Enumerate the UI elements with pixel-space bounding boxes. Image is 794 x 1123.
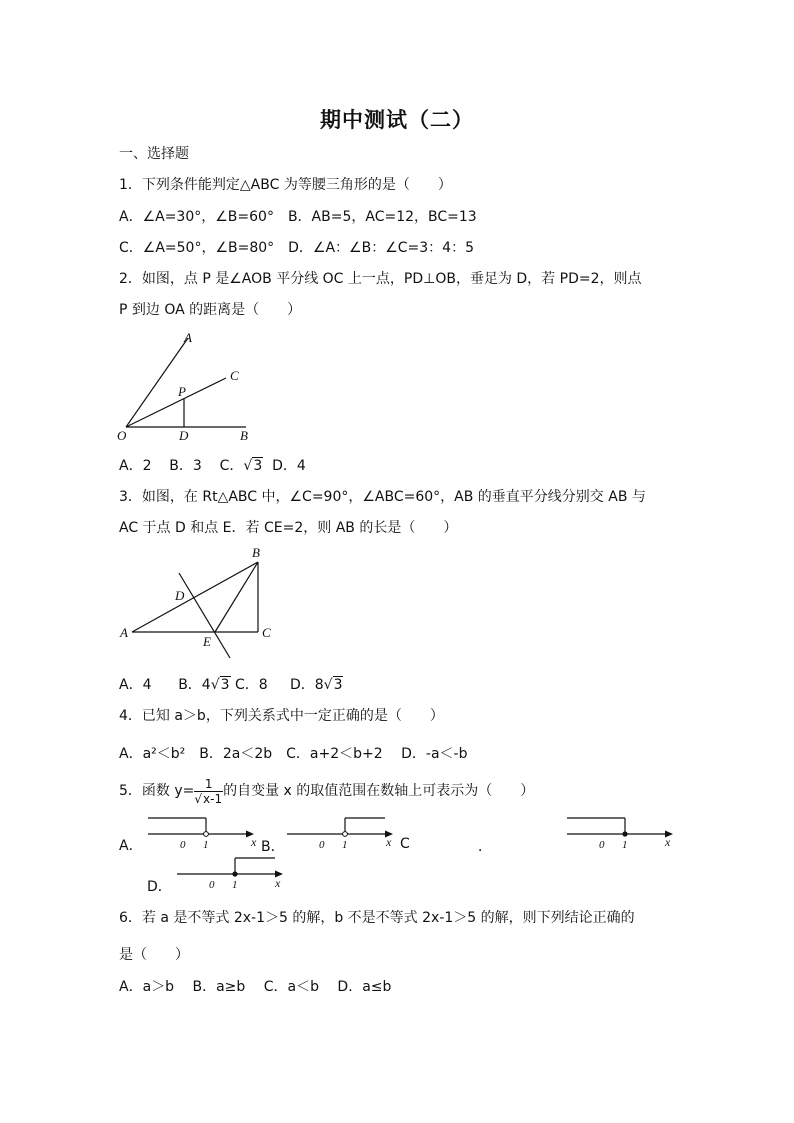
q1-options-ab: A．∠A=30°，∠B=60° B．AB=5，AC=12，BC=13 — [119, 209, 477, 225]
q3-option-c: C．8 — [235, 677, 268, 693]
axis-label-b: x — [386, 835, 392, 849]
svg-text:0: 0 — [180, 839, 186, 851]
svg-text:1: 1 — [232, 879, 238, 891]
section-heading: 一、选择题 — [119, 146, 189, 162]
svg-text:1: 1 — [203, 839, 209, 851]
label-c: C — [262, 625, 271, 640]
open-dot — [204, 832, 209, 837]
q2-angle-figure — [112, 330, 272, 445]
label-d: D — [179, 428, 189, 443]
label-d: D — [175, 588, 185, 603]
q2-option-a: A．2 — [119, 458, 152, 474]
q3-option-b: B．4√3 — [178, 677, 230, 693]
label-e: E — [203, 634, 211, 649]
closed-dot — [232, 871, 237, 876]
q2-stem-line1: 2．如图，点 P 是∠AOB 平分线 OC 上一点，PD⊥OB，垂足为 D，若 PD=2，则点 — [119, 271, 642, 287]
q5-label-b: B． — [261, 839, 285, 855]
ray-oc — [126, 378, 226, 427]
q6-stem-line2: 是（ ） — [119, 947, 189, 963]
svg-text:1: 1 — [342, 839, 348, 851]
fraction: $\frac{1}{√x-1}$ — [194, 776, 223, 806]
number-line-b — [285, 812, 397, 856]
label-b: B — [240, 428, 248, 443]
q2-options — [119, 456, 306, 476]
q4-stem: 4．已知 a＞b，下列关系式中一定正确的是（ ） — [119, 708, 444, 724]
label-a: A — [120, 625, 128, 640]
q5-label-a: A． — [119, 838, 143, 854]
side-ab — [132, 562, 258, 632]
q6-stem-line1: 6．若 a 是不等式 2x-1＞5 的解，b 不是不等式 2x-1＞5 的解，则下列结论正确的 — [119, 910, 635, 926]
sqrt-symbol: √3 — [210, 677, 230, 693]
segment-be — [215, 562, 258, 632]
sqrt-symbol: √3 — [243, 458, 263, 474]
q3-stem-line2: AC 于点 D 和点 E．若 CE=2，则 AB 的长是（ ） — [119, 520, 458, 536]
q2-option-d: D．4 — [272, 458, 306, 474]
label-b: B — [252, 545, 260, 560]
q1-options-cd: C．∠A=50°，∠B=80° D．∠A：∠B：∠C=3：4：5 — [119, 240, 474, 256]
q2-option-c: C．√3 — [219, 458, 263, 474]
q3-triangle-figure — [112, 542, 282, 667]
q6-options: A．a＞b B．a≥b C．a＜b D．a≤b — [119, 979, 392, 995]
number-line-a — [146, 812, 258, 856]
axis-label-c: x — [665, 835, 671, 849]
open-dot — [343, 832, 348, 837]
q3-options — [119, 675, 343, 695]
svg-text:0: 0 — [599, 839, 605, 851]
q5-label-c: C — [400, 836, 410, 852]
label-p: P — [178, 384, 186, 399]
q5-stem: 5．函数 y= $\frac{1}{√x-1}$ 的自变量 x 的取值范围在数轴上可表示为（ ） — [119, 776, 535, 806]
label-a: A — [184, 330, 192, 345]
sqrt-symbol: √3 — [323, 677, 343, 693]
svg-text:0: 0 — [209, 879, 215, 891]
ray-oa — [126, 338, 188, 427]
number-line-c — [565, 812, 677, 856]
q4-options: A．a²＜b² B．2a＜2b C．a+2＜b+2 D．-a＜-b — [119, 746, 468, 762]
svg-text:1: 1 — [622, 839, 628, 851]
label-o: O — [117, 428, 127, 443]
label-c: C — [230, 368, 239, 383]
q3-stem-line1: 3．如图，在 Rt△ABC 中，∠C=90°，∠ABC=60°，AB 的垂直平分线分别交 AB 与 — [119, 489, 646, 505]
number-line-d — [175, 852, 287, 896]
q3-option-d: D．8√3 — [289, 677, 343, 693]
axis-label-a: x — [251, 835, 257, 849]
q3-option-a: A．4 — [119, 677, 152, 693]
q1-stem: 1．下列条件能判定△ABC 为等腰三角形的是（ ） — [119, 177, 452, 193]
sqrt-symbol: √x-1 — [194, 791, 223, 806]
q2-option-b: B．3 — [169, 458, 202, 474]
q5-label-d: D． — [147, 879, 172, 895]
q2-stem-line2: P 到边 OA 的距离是（ ） — [119, 302, 302, 318]
svg-text:0: 0 — [319, 839, 325, 851]
closed-dot — [622, 831, 627, 836]
q5-label-dot: ． — [478, 839, 492, 855]
axis-label-d: x — [275, 876, 281, 890]
page-title: 期中测试（二） — [320, 107, 474, 132]
